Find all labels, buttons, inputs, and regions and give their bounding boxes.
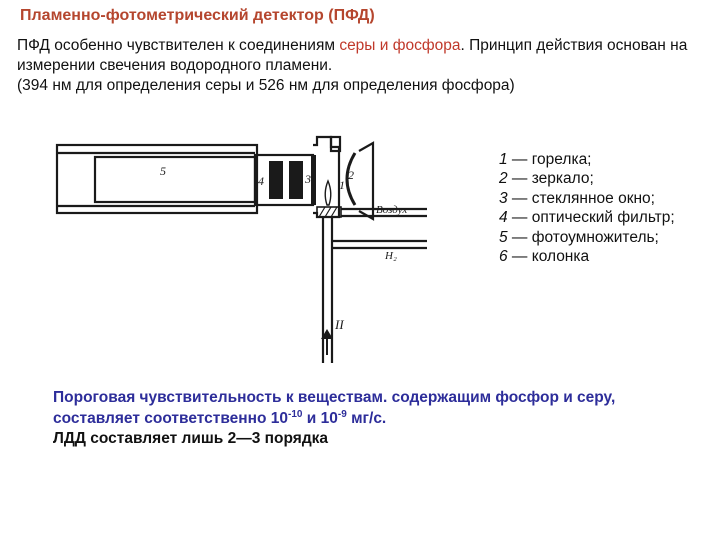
note-exponent-2: -9 — [337, 408, 347, 420]
note-exponent-1: -10 — [288, 408, 303, 420]
label-3: 3 — [305, 172, 311, 186]
intro-wavelengths: (394 нм для определения серы и 526 нм для определения фосфора) — [17, 77, 515, 94]
legend-text: — зеркало; — [507, 170, 594, 188]
intro-text-part1: ПФД особенно чувствителен к соединениям — [17, 37, 340, 54]
chamber-wall — [313, 137, 339, 217]
detector-diagram — [55, 133, 485, 373]
legend-text: — оптический фильтр; — [507, 209, 675, 227]
legend-item — [499, 189, 675, 208]
legend-item — [499, 228, 675, 247]
note-text-3: мг/с. — [346, 409, 387, 427]
legend-number: 2 — [499, 170, 508, 188]
legend-number: 3 — [499, 189, 508, 207]
label-4: 4 — [258, 174, 264, 188]
slide-title: Пламенно-фотометрический детектор (ПФД) — [20, 7, 375, 24]
note-ldd-line: ЛДД составляет лишь 2—3 порядка — [53, 430, 329, 447]
filter-band-1 — [269, 161, 283, 199]
legend-text: — горелка; — [507, 151, 592, 168]
legend-text: — фотоумножитель; — [507, 228, 659, 246]
legend-item — [499, 247, 675, 266]
note-text-1: Пороговая чувствительность к веществам. содержащим фосфор и серу, составляет соответственно 10 — [53, 389, 616, 427]
filter-band-2 — [289, 161, 303, 199]
label-5: 5 — [160, 164, 166, 178]
legend-number: 5 — [499, 228, 508, 246]
intro-text-part2: . Принцип действия основан на измерении свечения водородного пламени. — [17, 37, 688, 74]
mirror-housing — [359, 143, 373, 219]
label-ii: II — [335, 317, 344, 332]
intro-paragraph — [17, 36, 707, 96]
label-2: 2 — [348, 168, 354, 182]
legend-item — [499, 150, 675, 169]
legend-text: — стеклянное окно; — [507, 189, 655, 207]
intro-highlight: серы и фосфора — [339, 37, 461, 54]
legend-number: 4 — [499, 209, 508, 227]
legend-text: — колонка — [507, 248, 590, 266]
note-text-2: и 10 — [302, 409, 338, 427]
label-h2: H₂ — [385, 250, 397, 262]
label-1: 1 — [339, 178, 345, 192]
legend-number: 1 — [499, 151, 508, 168]
flame — [325, 181, 331, 205]
sensitivity-note — [53, 388, 693, 450]
glass-window — [311, 155, 316, 205]
photomultiplier-body — [95, 157, 255, 202]
component-legend — [499, 150, 675, 266]
legend-item — [499, 169, 675, 188]
label-air: Воздух — [376, 204, 408, 216]
legend-number: 6 — [499, 248, 508, 266]
burner-base — [317, 207, 341, 217]
legend-item — [499, 208, 675, 227]
